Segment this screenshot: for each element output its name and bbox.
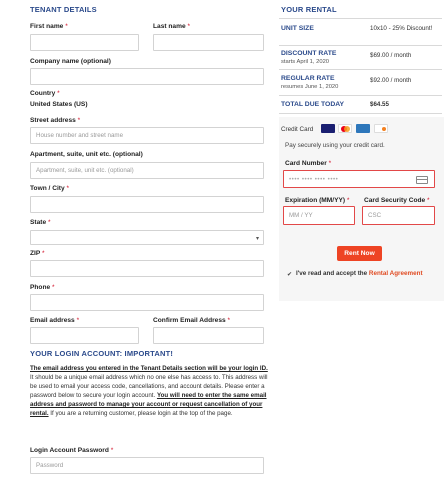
zip-input[interactable]	[30, 260, 264, 277]
country-label: Country *	[30, 90, 60, 97]
divider	[279, 18, 442, 19]
amex-card-icon	[356, 124, 370, 133]
state-select[interactable]	[30, 230, 264, 245]
rental-agreement-link[interactable]: Rental Agreement	[368, 270, 423, 277]
discount-rate-label: DISCOUNT RATE	[281, 50, 337, 57]
discount-rate-value: $69.00 / month	[370, 52, 412, 59]
card-number-input[interactable]: •••• •••• •••• ••••	[283, 170, 435, 188]
phone-label: Phone *	[30, 284, 55, 291]
credit-card-icon	[416, 176, 428, 184]
discover-card-icon	[374, 124, 388, 133]
rent-now-button[interactable]: Rent Now	[337, 246, 382, 261]
regular-rate-resume: resumes June 1, 2020	[281, 84, 339, 90]
state-label: State *	[30, 219, 51, 226]
company-label: Company name (optional)	[30, 58, 111, 65]
unit-size-value: 10x10 - 25% Discount!	[370, 25, 433, 32]
divider	[279, 113, 442, 114]
csc-label: Card Security Code *	[364, 197, 430, 204]
visa-card-icon	[321, 124, 335, 133]
email-input[interactable]	[30, 327, 139, 344]
login-info-paragraph: The email address you entered in the Tenant Details section will be your login ID. It should be a unique email address which no one else has access to. This address will be used to email your access code, cancellations, and account details. Please enter a password below to secure your login account. You will need to enter the same email address and password to manage your account or request cancellation of your rental. If you are a returning customer, please login at the top of the page.	[30, 365, 268, 417]
total-due-label: TOTAL DUE TODAY	[281, 101, 345, 108]
street-input[interactable]: House number and street name	[30, 127, 264, 144]
email-label: Email address *	[30, 317, 80, 324]
csc-input[interactable]: CSC	[362, 206, 435, 225]
agreement-checkbox[interactable]: ✔	[287, 272, 293, 278]
phone-input[interactable]	[30, 294, 264, 311]
last-name-input[interactable]	[153, 34, 264, 51]
credit-card-label: Credit Card	[281, 126, 314, 133]
first-name-label: First name *	[30, 23, 68, 30]
expiry-input[interactable]: MM / YY	[283, 206, 355, 225]
pay-securely-text: Pay securely using your credit card.	[285, 142, 385, 149]
chevron-down-icon: ▾	[255, 236, 259, 242]
password-label: Login Account Password *	[30, 447, 114, 454]
divider	[279, 69, 442, 70]
card-number-label: Card Number *	[285, 160, 332, 167]
login-account-title: YOUR LOGIN ACCOUNT: IMPORTANT!	[30, 349, 174, 358]
mastercard-icon	[338, 124, 352, 133]
apt-input[interactable]: Apartment, suite, unit etc. (optional)	[30, 162, 264, 179]
total-due-value: $64.55	[370, 101, 389, 108]
agreement-text: I've read and accept the Rental Agreement	[296, 270, 423, 277]
divider	[279, 95, 442, 96]
city-input[interactable]	[30, 196, 264, 213]
regular-rate-label: REGULAR RATE	[281, 75, 335, 82]
confirm-email-label: Confirm Email Address *	[153, 317, 231, 324]
divider	[279, 45, 442, 46]
country-value: United States (US)	[30, 101, 88, 108]
your-rental-title: YOUR RENTAL	[281, 5, 337, 14]
apt-label: Apartment, suite, unit etc. (optional)	[30, 151, 143, 158]
zip-label: ZIP *	[30, 250, 45, 257]
company-input[interactable]	[30, 68, 264, 85]
tenant-details-title: TENANT DETAILS	[30, 5, 97, 14]
city-label: Town / City *	[30, 185, 70, 192]
last-name-label: Last name *	[153, 23, 191, 30]
expiry-label: Expiration (MM/YY) *	[285, 197, 350, 204]
first-name-input[interactable]	[30, 34, 139, 51]
confirm-email-input[interactable]	[153, 327, 264, 344]
discount-rate-start: starts April 1, 2020	[281, 59, 330, 65]
unit-size-label: UNIT SIZE	[281, 25, 314, 32]
password-input[interactable]: Password	[30, 457, 264, 474]
street-label: Street address *	[30, 117, 81, 124]
regular-rate-value: $92.00 / month	[370, 77, 412, 84]
